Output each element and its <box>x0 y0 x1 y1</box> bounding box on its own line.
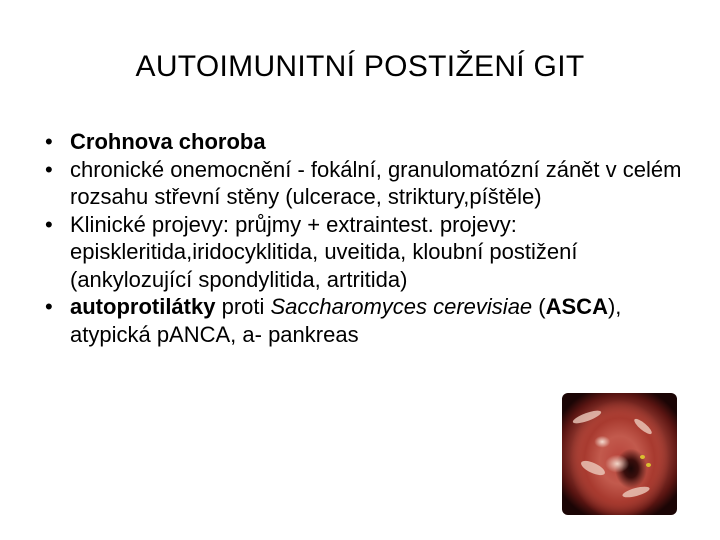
autoantibodies-text-1: proti <box>215 294 271 319</box>
bullet-marker: • <box>45 129 53 154</box>
asca-term: ASCA <box>545 294 608 319</box>
autoantibodies-term: autoprotilátky <box>70 294 216 319</box>
bullet-clinical-text: Klinické projevy: průjmy + extraintest. projevy: episkleritida,iridocyklitida, uveitida, kloubní postižení (ankylozující spondylitida, artritida) <box>70 211 578 292</box>
bullet-marker: • <box>45 294 53 319</box>
bullet-chronic-disease <box>45 156 685 211</box>
endoscopy-image <box>562 393 677 515</box>
bullet-crohn-title: Crohnova choroba <box>70 129 266 154</box>
bullet-marker: • <box>45 211 53 237</box>
saccharomyces-term: Saccharomyces cerevisiae <box>270 294 533 319</box>
bullet-crohn-disease <box>45 128 685 156</box>
autoantibodies-text-3: ), atypická pANCA, a- pankreas <box>70 294 622 347</box>
bullet-autoantibodies <box>45 293 685 348</box>
bullet-clinical-signs <box>45 211 685 294</box>
bullet-list <box>45 128 685 348</box>
bullet-marker: • <box>45 156 53 182</box>
slide-title: AUTOIMUNITNÍ POSTIŽENÍ GIT <box>135 50 585 83</box>
bullet-chronic-text: chronické onemocnění - fokální, granulomatózní zánět v celém rozsahu střevní stěny (ulcerace, striktury,píštěle) <box>70 156 682 209</box>
autoantibodies-text-2: ( <box>532 294 546 319</box>
